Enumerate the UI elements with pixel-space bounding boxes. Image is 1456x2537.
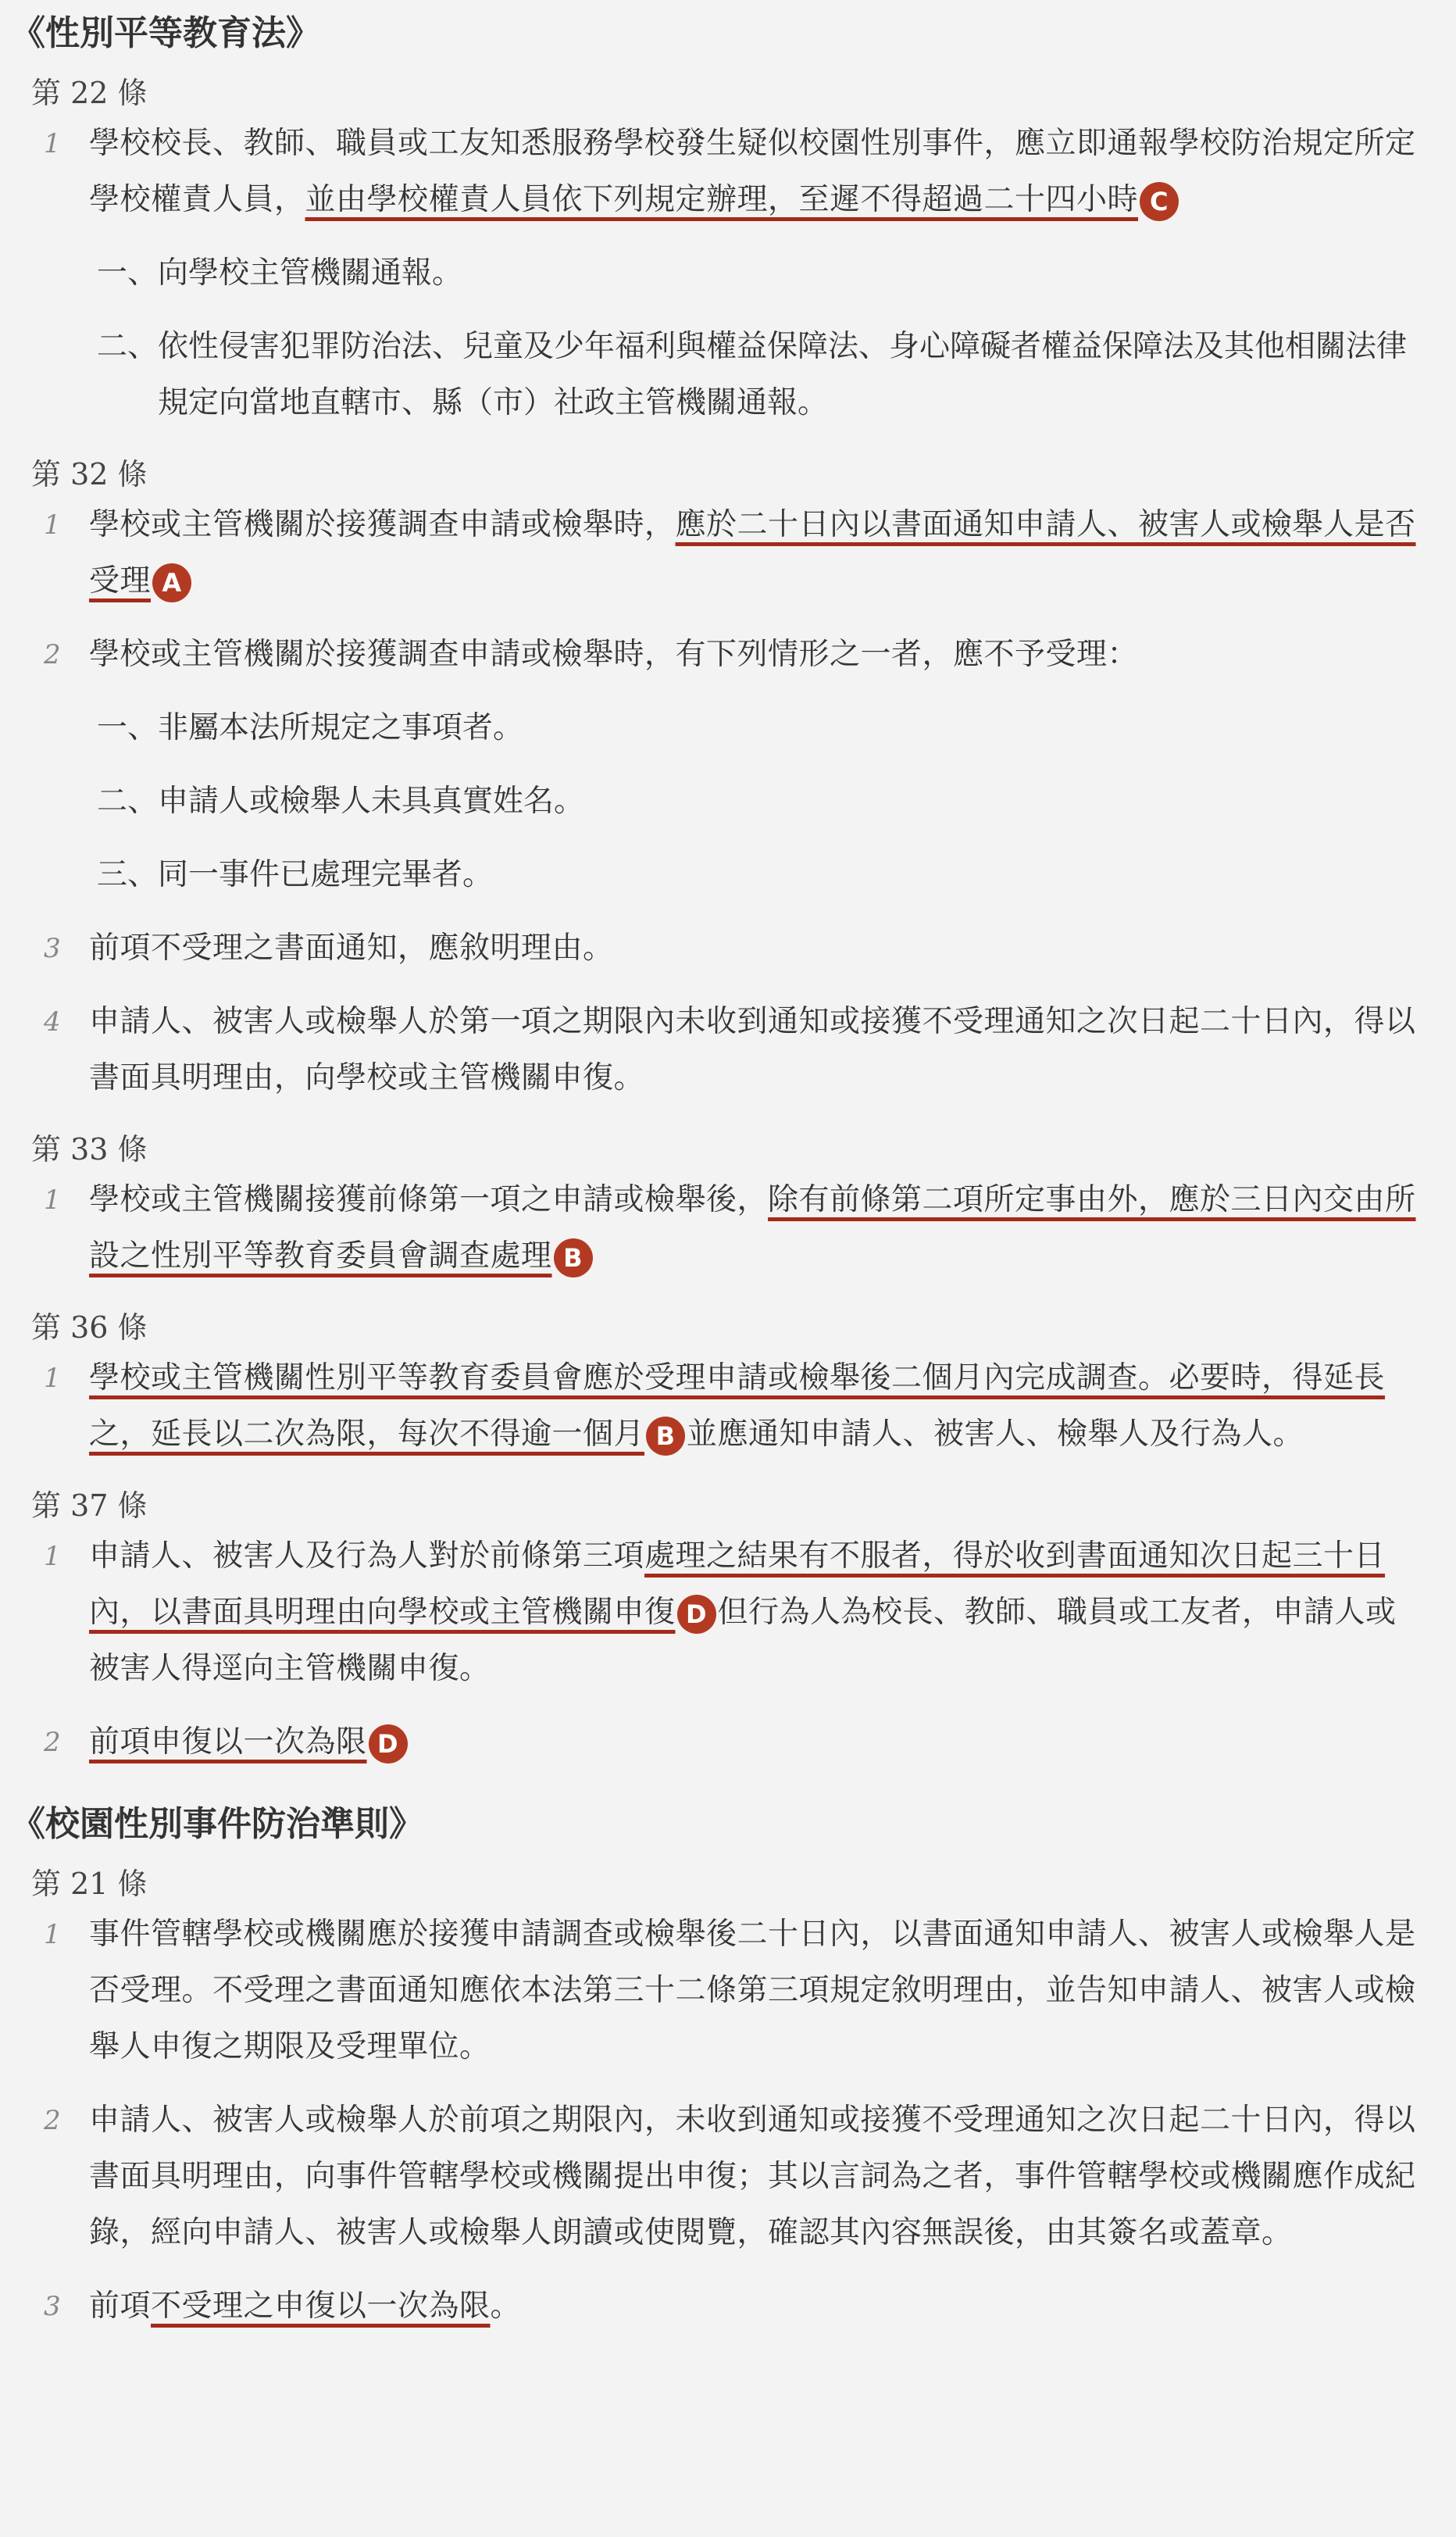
list-item-text: 申請人或檢舉人未具真實姓名。 <box>158 784 585 819</box>
list-item <box>97 319 1445 431</box>
paragraph <box>11 1172 1445 1285</box>
paragraph-number: 1 <box>44 1363 61 1394</box>
paragraph-number: 1 <box>44 1185 61 1216</box>
paragraph <box>11 2278 1445 2335</box>
list-item <box>97 847 1445 903</box>
article-heading: 第 32 條 <box>31 457 148 491</box>
annotation-marker: A <box>152 563 191 602</box>
underlined-text: 並由學校權責人員依下列規定辦理，至遲不得超過二十四小時 <box>305 182 1139 217</box>
paragraph <box>11 920 1445 977</box>
paragraph-number: 3 <box>44 2291 61 2322</box>
paragraph-text <box>89 497 1425 609</box>
article-heading: 第 21 條 <box>31 1867 148 1901</box>
article-heading: 第 36 條 <box>31 1310 148 1345</box>
paragraph-text <box>89 1172 1425 1285</box>
paragraph-text <box>89 1714 1425 1771</box>
paragraph-text: 前項不受理之書面通知，應敘明理由。 <box>89 931 614 966</box>
paragraph-number: 1 <box>44 509 61 541</box>
paragraph-text <box>89 1350 1425 1463</box>
list-item-text: 向學校主管機關通報。 <box>158 255 463 291</box>
text-segment: 前項 <box>89 2289 152 2324</box>
list-item-text: 非屬本法所規定之事項者。 <box>158 710 524 745</box>
paragraph-number: 1 <box>44 128 61 159</box>
paragraph <box>11 1906 1445 2075</box>
underlined-text: 除有前條第二項所定事由外，應於三日內交由所設之性別平等教育委員會調查處理 <box>89 1182 1416 1274</box>
text-segment: 學校或主管機關接獲前條第一項之申請或檢舉後， <box>89 1182 769 1217</box>
paragraph <box>11 1350 1445 1463</box>
list-item-label: 二、 <box>97 329 159 364</box>
underlined-text: 應於二十日內以書面通知申請人、被害人或檢舉人是否受理 <box>89 507 1416 599</box>
paragraph-text: 申請人、被害人或檢舉人於前項之期限內，未收到通知或接獲不受理通知之次日起二十日內，得以書面具明理由，向事件管轄學校或機關提出申復；其以言詞為之者，事件管轄學校或機關應作成紀錄，經向申請人、被害人或檢舉人朗讀或使閱覽，確認其內容無誤後，由其簽名或蓋章。 <box>89 2103 1416 2250</box>
article-heading: 第 37 條 <box>31 1488 148 1523</box>
list-item <box>97 245 1445 302</box>
underlined-text: 不受理之申復以一次為限 <box>151 2289 491 2324</box>
text-segment: 。 <box>490 2289 522 2324</box>
article-heading: 第 22 條 <box>31 76 148 110</box>
paragraph <box>11 116 1445 228</box>
paragraph <box>11 994 1445 1106</box>
annotation-marker: D <box>369 1724 408 1763</box>
paragraph <box>11 2092 1445 2261</box>
paragraph-text <box>89 116 1425 228</box>
paragraph-number: 2 <box>44 639 61 670</box>
paragraph-number: 2 <box>44 1727 61 1758</box>
paragraph-text: 申請人、被害人或檢舉人於第一項之期限內未收到通知或接獲不受理通知之次日起二十日內，得以書面具明理由，向學校或主管機關申復。 <box>89 1004 1416 1095</box>
paragraph-text <box>89 1528 1425 1697</box>
annotation-marker: C <box>1140 182 1179 221</box>
annotation-marker: B <box>646 1417 685 1456</box>
paragraph <box>11 1714 1445 1771</box>
article-heading: 第 33 條 <box>31 1132 148 1167</box>
list-item-label: 二、 <box>97 784 159 819</box>
list-item-label: 三、 <box>97 857 159 892</box>
paragraph-number: 1 <box>44 1541 61 1572</box>
paragraph-number: 4 <box>44 1006 61 1038</box>
paragraph-text: 事件管轄學校或機關應於接獲申請調查或檢舉後二十日內，以書面通知申請人、被害人或檢舉人是否受理。不受理之書面通知應依本法第三十二條第三項規定敘明理由，並告知申請人、被害人或檢舉人申復之期限及受理單位。 <box>89 1917 1416 2064</box>
list-item-label: 一、 <box>97 255 159 291</box>
text-segment: 並應通知申請人、被害人、檢舉人及行為人。 <box>687 1417 1304 1452</box>
annotation-marker: B <box>554 1238 593 1277</box>
list-item <box>97 700 1445 756</box>
law-title: 《校園性別事件防治準則》 <box>11 1804 423 1844</box>
list-item-label: 一、 <box>97 710 159 745</box>
paragraph-text: 學校或主管機關於接獲調查申請或檢舉時，有下列情形之一者，應不予受理： <box>89 637 1139 672</box>
paragraph-number: 2 <box>44 2105 61 2136</box>
underlined-text: 處理之結果有不服者，得於收到書面通知次日起三十日內，以書面具明理由向學校或主管機關申復 <box>89 1538 1386 1630</box>
text-segment: 申請人、被害人及行為人對於前條第三項 <box>89 1538 645 1574</box>
underlined-text: 學校或主管機關性別平等教育委員會應於受理申請或檢舉後二個月內完成調查。必要時，得延長之，延長以二次為限，每次不得逾一個月 <box>89 1360 1386 1452</box>
list-item-text: 同一事件已處理完畢者。 <box>158 857 494 892</box>
underlined-text: 前項申復以一次為限 <box>89 1724 367 1760</box>
paragraph-number: 3 <box>44 933 61 964</box>
paragraph-number: 1 <box>44 1919 61 1950</box>
list-item <box>97 774 1445 830</box>
text-segment: 但行為人為校長、教師、職員或工友者，申請人或被害人得逕向主管機關申復。 <box>89 1595 1397 1686</box>
paragraph <box>11 497 1445 609</box>
paragraph <box>11 627 1445 683</box>
list-item-text: 依性侵害犯罪防治法、兒童及少年福利與權益保障法、身心障礙者權益保障法及其他相關法律規定向當地直轄市、縣（市）社政主管機關通報。 <box>158 329 1408 420</box>
paragraph-text <box>89 2278 1425 2335</box>
text-segment: 學校或主管機關於接獲調查申請或檢舉時， <box>89 507 676 542</box>
paragraph <box>11 1528 1445 1697</box>
text-segment: 學校校長、教師、職員或工友知悉服務學校發生疑似校園性別事件，應立即通報學校防治規定所定學校權責人員， <box>89 126 1416 217</box>
law-title: 《性別平等教育法》 <box>11 13 320 53</box>
annotation-marker: D <box>677 1595 716 1634</box>
